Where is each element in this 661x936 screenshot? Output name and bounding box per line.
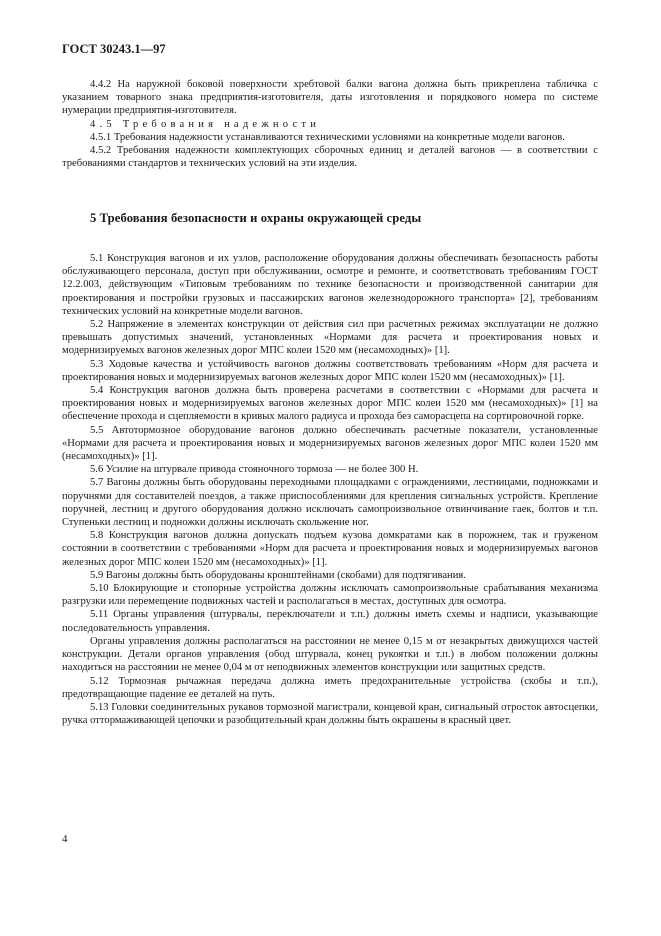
paragraph-4-4-2: 4.4.2 На наружной боковой поверхности хребтовой балки вагона должна быть прикреплена табличка с указанием товарного знака предприятия-изготовителя, даты изготовления и порядкового номера по системе нумерации предприятия-изготовителя.: [62, 79, 598, 117]
paragraph-5-12: 5.12 Тормозная рычажная передача должна иметь предохранительные устройства (скобы и т.п.), предотвращающие падение ее деталей на путь.: [62, 675, 598, 700]
paragraph-5-11-continued: Органы управления должны располагаться на расстоянии не менее 0,15 м от незакрытых движущихся частей конструкции. Детали органов управления (обод штурвала, конец рукоятки и т.п.) в любом положении должны находиться на расстоянии не менее 0,04 м от неподвижных элементов конструкции или защитных средств.: [62, 635, 598, 674]
paragraph-5-11: 5.11 Органы управления (штурвалы, переключатели и т.п.) должны иметь схемы и надписи, указывающие последовательность управления.: [62, 609, 598, 634]
heading-4-5: 4.5 Требования надежности: [90, 118, 321, 130]
paragraph-5-7: 5.7 Вагоны должны быть оборудованы переходными площадками с ограждениями, лестницами, подножками и поручнями для составителей поездов, а также приспособлениями для крепления сигнальных устройств. Крепление поручней, лестниц и другого оборудования должно исключать самопроизвольное отвинчивание гаек, болтов и т.п. Ступеньки лестниц и подножки должны исключать скольжение ног.: [62, 477, 598, 529]
paragraph-5-5: 5.5 Автотормозное оборудование вагонов должно обеспечивать расчетные показатели, установленные «Нормами для расчета и проектирования новых и модернизируемых вагонов железных дорог МПС колеи 1520 мм (несамоходных)» [1].: [62, 424, 598, 463]
paragraph-5-10: 5.10 Блокирующие и стопорные устройства должны исключать самопроизвольные срабатывания механизма разгрузки или перемещение подвижных частей и располагаться в местах, доступных для осмотра.: [62, 583, 598, 608]
section-body: [62, 252, 598, 727]
paragraph-4-5-2: 4.5.2 Требования надежности комплектующих сборочных единиц и деталей вагонов — в соответствии с требованиями стандартов и технических условий на эти изделия.: [62, 145, 598, 170]
document-header: ГОСТ 30243.1—97: [62, 42, 166, 56]
paragraph-5-4: 5.4 Конструкция вагонов должна быть проверена расчетами в соответствии с «Нормами для расчета и проектирования новых и модернизируемых вагонов железных дорог МПС колеи 1520 мм (несамоходных)» [1] на обеспечение прохода и сцепляемости в кривых малого радиуса и прохода без саморасцепа на сортировочной горке.: [62, 385, 598, 423]
paragraph-5-1: 5.1 Конструкция вагонов и их узлов, расположение оборудования должны обеспечивать безопасность работы обслуживающего персонала, доступ при обслуживании, осмотре и ремонте, и соответствовать требованиям ГОСТ 12.2.003, действующим «Типовым требованиям по технике безопасности и производственной санитарии для проектирования и постройки грузовых и пассажирских вагонов железнодорожного транспорта» [2], требованиям технических условий на конкретные модели вагонов.: [62, 253, 598, 317]
page-number: 4: [62, 833, 68, 845]
paragraph-5-13: 5.13 Головки соединительных рукавов тормозной магистрали, концевой кран, сигнальный отросток автосцепки, ручка оттормаживающей цепочки и разобщительный кран должны быть окрашены в красный цвет.: [62, 701, 598, 727]
paragraph-5-2: 5.2 Напряжение в элементах конструкции от действия сил при расчетных режимах эксплуатации не должно превышать допустимых значений, установленных «Нормами для расчета и проектирования новых и модернизируемых вагонов железных дорог МПС колеи 1520 мм (несамоходных)» [1].: [62, 319, 598, 357]
paragraph-5-8: 5.8 Конструкция вагонов должна допускать подъем кузова домкратами как в порожнем, так и груженом состоянии в соответствии с требованиями «Норм для расчета и проектирования новых и модернизируемых вагонов железных дорог МПС колеи 1520 мм (несамоходных)» [1].: [62, 530, 598, 568]
section-title: 5 Требования безопасности и охраны окружающей среды: [90, 211, 422, 225]
paragraph-4-5-1: 4.5.1 Требования надежности устанавливаются техническими условиями на конкретные модели вагонов.: [90, 131, 565, 143]
paragraph-5-6: 5.6 Усилие на штурвале привода стояночного тормоза — не более 300 Н.: [90, 464, 419, 476]
paragraph-5-3: 5.3 Ходовые качества и устойчивость вагонов должны соответствовать требованиям «Норм для расчета и проектирования новых и модернизируемых вагонов железных дорог МПС колеи 1520 мм (несамоходных)» [1].: [62, 358, 598, 383]
paragraph-5-9: 5.9 Вагоны должны быть оборудованы кронштейнами (скобами) для подтягивания.: [90, 569, 466, 581]
top-block: [62, 78, 598, 170]
